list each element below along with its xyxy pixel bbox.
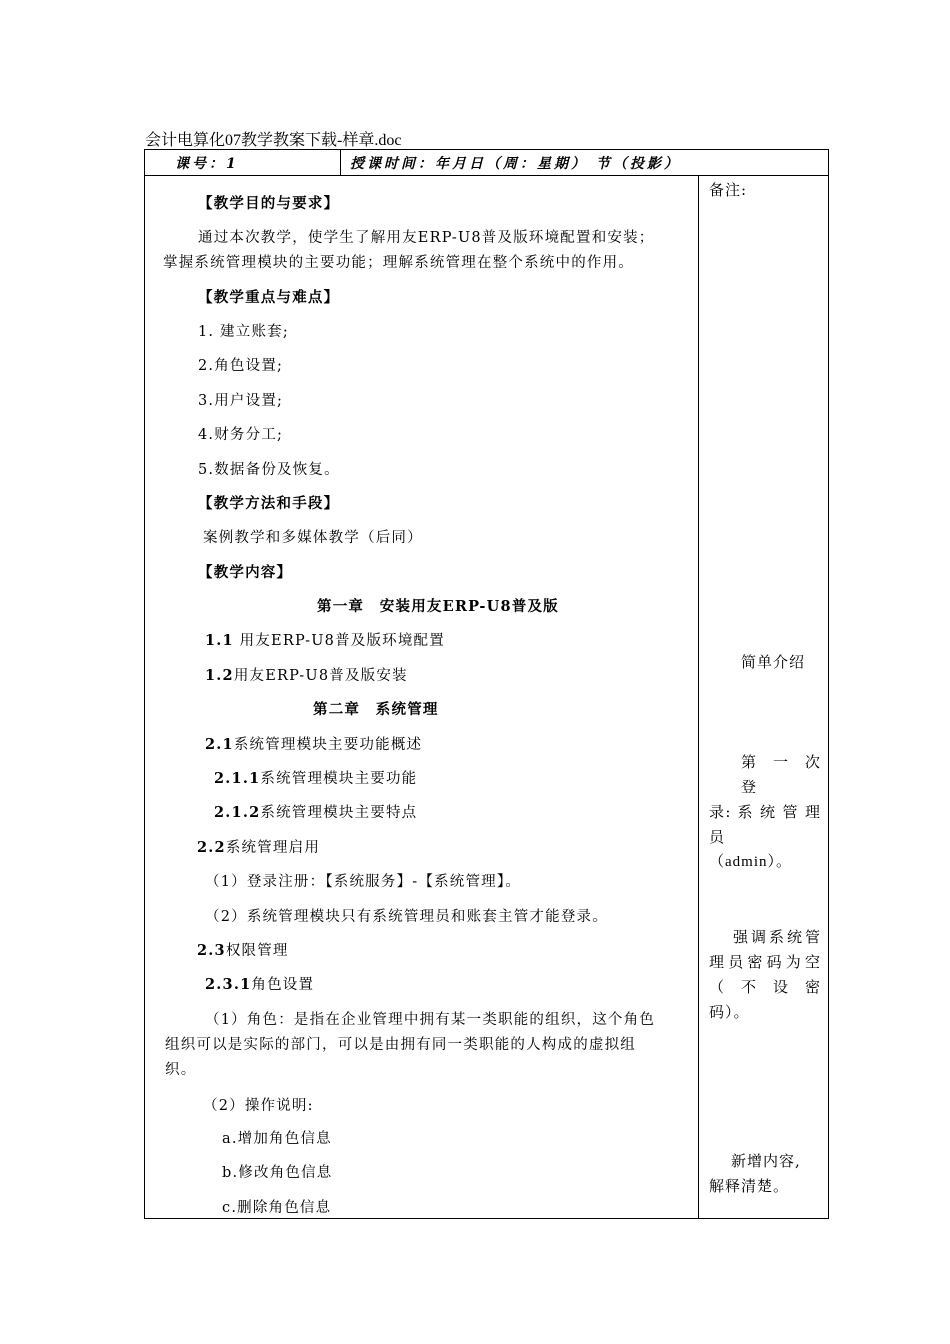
section-title: 用友ERP-U8普及版安装 (233, 668, 408, 684)
section-number: 2.1.1 (214, 770, 261, 787)
lesson-schedule: 授课时间：年月日（周：星期） 节（投影） (350, 156, 681, 172)
section-1-1 (205, 629, 445, 650)
content-heading: 【教学内容】 (198, 564, 293, 581)
notes-cell (699, 176, 828, 1218)
section-title: 权限管理 (225, 943, 289, 959)
note-first-login (709, 750, 821, 875)
section-title: 系统管理模块主要功能 (260, 771, 418, 787)
keypoint-item: 2.角色设置; (198, 358, 284, 374)
note-line: 第 一 次 登 (741, 753, 821, 796)
role-definition-line3: 织。 (165, 1062, 197, 1078)
note-line: 员 (709, 828, 726, 846)
keypoint-item: 1. 建立账套; (198, 324, 289, 340)
note-line: （ 不 设 密 (709, 978, 821, 996)
method-heading: 【教学方法和手段】 (198, 495, 340, 512)
header-divider (340, 150, 341, 175)
operation-heading: （2）操作说明: (203, 1098, 314, 1114)
section-2-1 (205, 733, 422, 754)
section-number: 2.3 (197, 942, 226, 959)
section-number: 1.1 (205, 632, 234, 649)
note-line: 解释清楚。 (709, 1177, 790, 1195)
section-title: 系统管理模块主要特点 (260, 805, 418, 821)
operation-item: b.修改角色信息 (222, 1165, 333, 1181)
table-header-row (145, 150, 828, 176)
section-number: 1.2 (205, 667, 234, 684)
operation-item: c.删除角色信息 (222, 1200, 332, 1216)
main-content-cell (145, 176, 698, 1218)
note-new-content (709, 1149, 821, 1199)
section-2-1-2 (214, 801, 417, 822)
note-line: 强调系统管 (733, 928, 821, 946)
note-line: 录: 系 统 管 理 (709, 803, 821, 821)
section-title: 系统管理启用 (225, 840, 321, 856)
section-number: 2.2 (197, 839, 226, 856)
lesson-plan-table (144, 149, 829, 1219)
section-title: 系统管理模块主要功能概述 (233, 737, 423, 753)
goals-heading: 【教学目的与要求】 (198, 195, 340, 212)
section-title: 用友ERP-U8普及版环境配置 (233, 633, 445, 649)
keypoint-item: 5.数据备份及恢复。 (198, 462, 340, 478)
note-intro: 简单介绍 (741, 653, 806, 671)
note-line: 新增内容, (731, 1152, 801, 1170)
method-text: 案例教学和多媒体教学（后同） (203, 530, 423, 546)
section-number: 2.3.1 (205, 976, 252, 993)
section-number: 2.1 (205, 736, 234, 753)
note-password (709, 925, 821, 1025)
lesson-number: 课号：1 (175, 156, 239, 172)
note-line: 理员密码为空 (709, 953, 821, 971)
section-2-3-1 (205, 973, 314, 994)
note-line: （admin）。 (709, 854, 792, 870)
keypoint-item: 3.用户设置; (198, 393, 284, 409)
section-number: 2.1.2 (214, 804, 261, 821)
document-title: 会计电算化07教学教案下载-样章.doc (145, 132, 402, 149)
goals-text-line2: 掌握系统管理模块的主要功能；理解系统管理在整个系统中的作用。 (163, 255, 634, 271)
chapter2-title: 第二章 系统管理 (313, 701, 439, 718)
goals-text-line1: 通过本次教学，使学生了解用友ERP-U8普及版环境配置和安装； (198, 230, 655, 246)
notes-label: 备注: (709, 181, 748, 199)
login-step-1: （1）登录注册：【系统服务】-【系统管理】。 (205, 874, 522, 890)
section-1-2 (205, 664, 408, 685)
note-line: 码）。 (709, 1003, 750, 1021)
section-title: 角色设置 (251, 977, 315, 993)
role-definition-line1: （1）角色：是指在企业管理中拥有某一类职能的组织，这个角色 (205, 1012, 656, 1028)
chapter1-title: 第一章 安装用友ERP-U8普及版 (317, 598, 559, 615)
keypoint-item: 4.财务分工; (198, 427, 284, 443)
section-2-2 (197, 836, 320, 857)
section-2-1-1 (214, 767, 417, 788)
login-step-2: （2）系统管理模块只有系统管理员和账套主管才能登录。 (205, 909, 608, 925)
keypoints-heading: 【教学重点与难点】 (198, 289, 340, 306)
operation-item: a.增加角色信息 (222, 1131, 332, 1147)
section-2-3 (197, 939, 289, 960)
role-definition-line2: 组织可以是实际的部门，可以是由拥有同一类职能的人构成的虚拟组 (165, 1037, 636, 1053)
